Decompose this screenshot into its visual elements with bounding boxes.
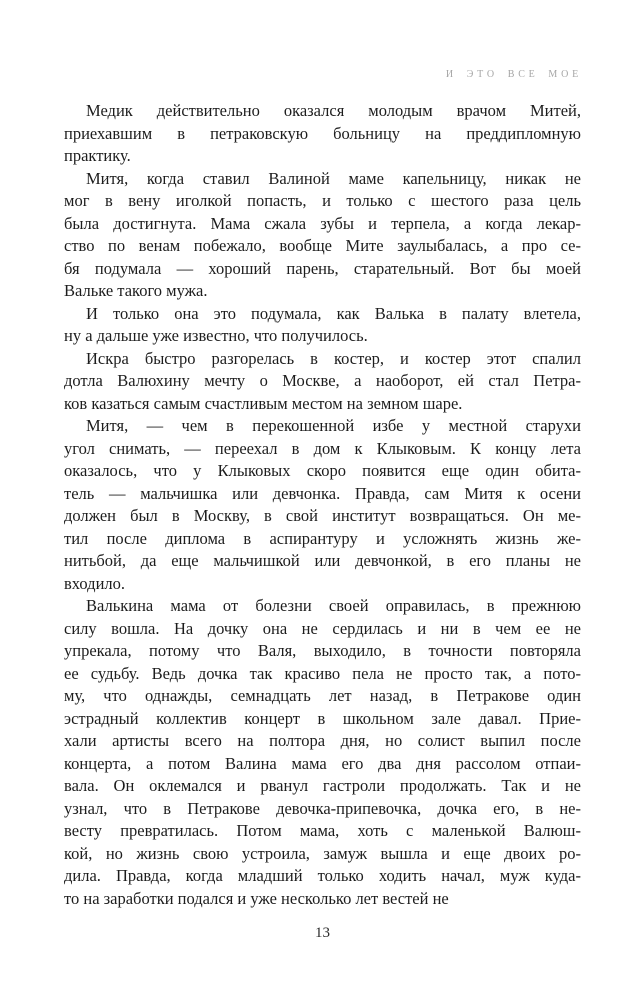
text-line: И только она это подумала, как Валька в палату влетела, (86, 303, 581, 323)
text-line: тил после диплома в аспирантуру и усложнять жизнь же- (64, 528, 581, 548)
paragraph (64, 100, 581, 168)
text-line: ну а дальше уже известно, что получилось. (64, 326, 368, 345)
text-line: вала. Он оклемался и рванул гастроли продолжать. Так и не (64, 776, 581, 795)
text-line: Медик действительно оказался молодым врачом Митей, (86, 101, 581, 120)
text-line: угол снимать, — переехал в дом к Клыковым. К концу лета (64, 438, 581, 458)
text-line: ее судьбу. Ведь дочка так красиво пела не просто так, а пото- (64, 663, 581, 683)
text-line: входило. (64, 573, 126, 593)
text-line: дотла Валюхину мечту о Москве, а наоборот, ей стал Петра- (64, 371, 581, 390)
text-line: Валькина мама от болезни своей оправилась, в прежнюю (86, 596, 581, 615)
paragraph (64, 348, 581, 416)
text-line: весту превратилась. Потом мама, хоть с маленькой Валюш- (64, 821, 581, 840)
text-line: Митя, когда ставил Валиной маме капельницу, никак не (86, 168, 581, 188)
text-line: то на заработки подался и уже несколько лет вестей не (64, 888, 449, 908)
text-line: хали артисты всего на полтора дня, но солист выпил после (64, 731, 581, 750)
page-body (64, 100, 581, 910)
text-line: эстрадный коллектив концерт в школьном зале давал. Прие- (64, 708, 581, 728)
text-line: Вальке такого мужа. (64, 281, 208, 300)
text-line: му, что однажды, семнадцать лет назад, в Петракове один (64, 686, 581, 705)
text-line: кой, но жизнь свою устроила, замуж вышла и еще двоих ро- (64, 843, 581, 863)
text-line: Митя, — чем в перекошенной избе у местной старухи (86, 416, 581, 435)
page-number: 13 (315, 925, 330, 941)
text-line: приехавшим в петраковскую больницу на преддипломную (64, 123, 581, 143)
text-line: Искра быстро разгорелась в костер, и костер этот спалил (86, 348, 581, 368)
text-line: бя подумала — хороший парень, старательный. Вот бы моей (64, 258, 581, 278)
text-line: упрекала, потому что Валя, выходило, в точности повторяла (64, 641, 581, 660)
text-line: оказалось, что у Клыковых скоро появится еще один обита- (64, 461, 581, 480)
text-line: практику. (64, 146, 131, 165)
text-line: была достигнута. Мама сжала зубы и терпела, а когда лекар- (64, 213, 581, 233)
running-header: И ЭТО ВСЕ МОЕ (445, 69, 582, 80)
text-line: тель — мальчишка или девчонка. Правда, сам Митя к осени (64, 483, 581, 503)
text-line: мог в вену иголкой попасть, и только с шестого раза цель (64, 191, 581, 210)
text-line: нитьбой, да еще мальчишкой или девчонкой, в его планы не (64, 551, 581, 570)
text-line: концерта, а потом Валина мама его два дня рассолом отпаи- (64, 753, 581, 773)
text-line: ство по венам побежало, вообще Мите заулыбалась, а про се- (64, 236, 581, 255)
paragraph (64, 415, 581, 595)
paragraph (64, 168, 581, 303)
text-line: узнал, что в Петракове девочка-припевочка, дочка его, в не- (64, 798, 581, 818)
paragraph (64, 595, 581, 910)
text-line: дила. Правда, когда младший только ходить начал, муж куда- (64, 866, 581, 885)
text-line: силу вошла. На дочку она не сердилась и ни в чем ее не (64, 618, 581, 638)
paragraph (64, 303, 581, 348)
text-line: должен был в Москву, в свой институт возвращаться. Он ме- (64, 506, 581, 525)
text-line: ков казаться самым счастливым местом на земном шаре. (64, 393, 463, 413)
